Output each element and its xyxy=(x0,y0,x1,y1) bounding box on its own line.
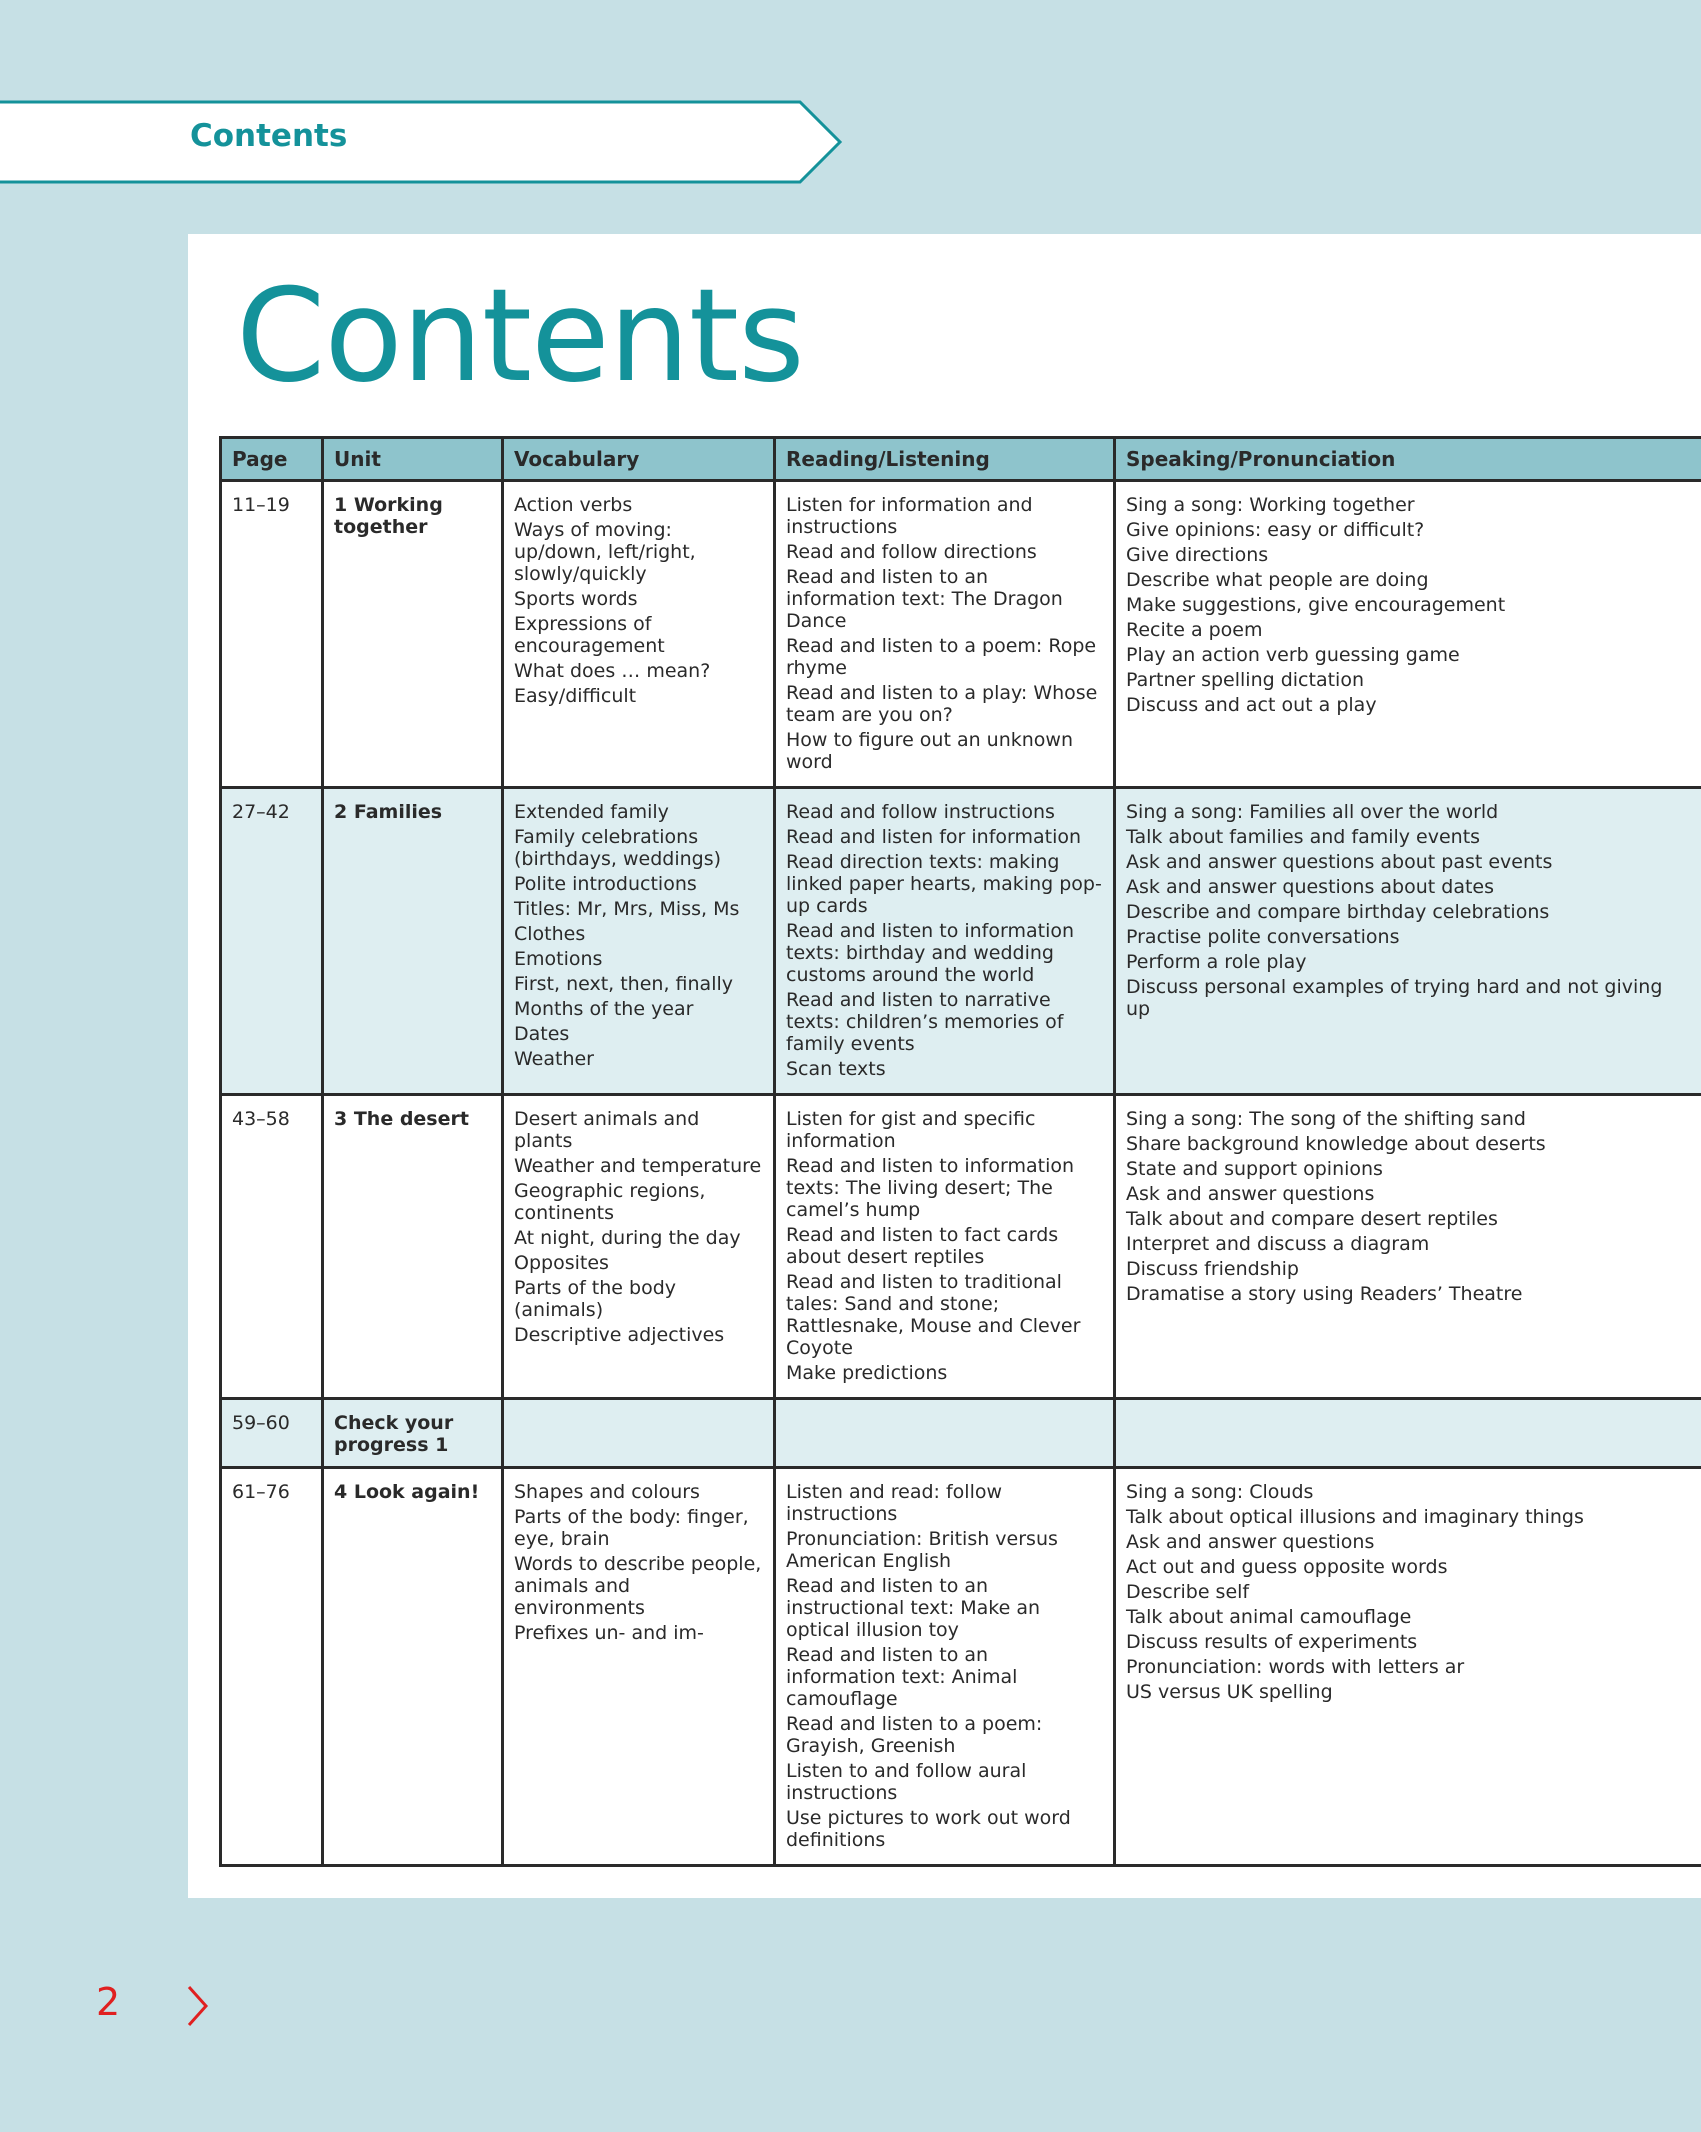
page-number: 2 xyxy=(96,1980,121,2024)
list-item: Sports words xyxy=(514,588,638,610)
speaking-pronunciation-cell xyxy=(1115,1399,1701,1468)
list-item: US versus UK spelling xyxy=(1126,1681,1333,1703)
list-item: Practise polite conversations xyxy=(1126,926,1400,948)
list-item: Prefixes un- and im- xyxy=(514,1622,704,1644)
list-item: Use pictures to work out word definitions xyxy=(786,1807,1071,1851)
list-item: Ask and answer questions xyxy=(1126,1531,1375,1553)
column-header-speaking-pronunciation: Speaking/Pronunciation xyxy=(1115,438,1701,481)
list-item: Listen and read: follow instructions xyxy=(786,1481,1003,1525)
list-item: Emotions xyxy=(514,948,603,970)
reading-listening-cell xyxy=(775,481,1115,788)
list-item: Pronunciation: words with letters ar xyxy=(1126,1656,1465,1678)
section-tab-label: Contents xyxy=(190,118,348,154)
list-item: Give directions xyxy=(1126,544,1269,566)
list-item: Talk about optical illusions and imaginary things xyxy=(1126,1506,1584,1528)
list-item: Clothes xyxy=(514,923,586,945)
list-item: Geographic regions, continents xyxy=(514,1180,706,1224)
list-item: Read and listen to an instructional text: Make an optical illusion toy xyxy=(786,1575,1041,1641)
list-item: Recite a poem xyxy=(1126,619,1263,641)
list-item: Weather xyxy=(514,1048,594,1070)
list-item: Dates xyxy=(514,1023,570,1045)
list-item: What does … mean? xyxy=(514,660,711,682)
list-item: Titles: Mr, Mrs, Miss, Ms xyxy=(514,898,740,920)
list-item: Read and listen to information texts: The living desert; The camel’s hump xyxy=(786,1155,1075,1221)
list-item: Play an action verb guessing game xyxy=(1126,644,1460,666)
table-row xyxy=(221,1399,1701,1468)
list-item: Scan texts xyxy=(786,1058,886,1080)
list-item: Ways of moving: up/down, left/right, slowly/quickly xyxy=(514,519,696,585)
unit-cell: Check your progress 1 xyxy=(323,1399,503,1468)
list-item: Read and follow instructions xyxy=(786,801,1055,823)
list-item: Read and listen to a poem: Rope rhyme xyxy=(786,635,1097,679)
list-item: Ask and answer questions about dates xyxy=(1126,876,1495,898)
list-item: Discuss results of experiments xyxy=(1126,1631,1418,1653)
vocabulary-cell xyxy=(503,1095,775,1399)
list-item: Read and follow directions xyxy=(786,541,1037,563)
list-item: Act out and guess opposite words xyxy=(1126,1556,1448,1578)
reading-listening-cell xyxy=(775,1399,1115,1468)
list-item: Talk about and compare desert reptiles xyxy=(1126,1208,1498,1230)
list-item: Talk about animal camouflage xyxy=(1126,1606,1412,1628)
list-item: Describe self xyxy=(1126,1581,1250,1603)
page-range-cell: 11–19 xyxy=(221,481,323,788)
table-row xyxy=(221,1468,1701,1866)
list-item: Dramatise a story using Readers’ Theatre xyxy=(1126,1283,1523,1305)
list-item: Family celebrations (birthdays, weddings) xyxy=(514,826,722,870)
list-item: Discuss and act out a play xyxy=(1126,694,1377,716)
list-item: Ask and answer questions about past events xyxy=(1126,851,1553,873)
speaking-pronunciation-cell xyxy=(1115,788,1701,1095)
list-item: Pronunciation: British versus American English xyxy=(786,1528,1058,1572)
list-item: Interpret and discuss a diagram xyxy=(1126,1233,1430,1255)
page-range-cell: 27–42 xyxy=(221,788,323,1095)
list-item: Words to describe people, animals and environments xyxy=(514,1553,762,1619)
list-item: Polite introductions xyxy=(514,873,697,895)
list-item: Read and listen for information xyxy=(786,826,1082,848)
list-item: Read and listen to a play: Whose team are you on? xyxy=(786,682,1098,726)
list-item: Extended family xyxy=(514,801,669,823)
list-item: Listen to and follow aural instructions xyxy=(786,1760,1027,1804)
chevron-right-icon[interactable] xyxy=(186,1984,210,2028)
list-item: Sing a song: Clouds xyxy=(1126,1481,1314,1503)
list-item: Read and listen to narrative texts: children’s memories of family events xyxy=(786,989,1064,1055)
table-row xyxy=(221,481,1701,788)
column-header-vocabulary: Vocabulary xyxy=(503,438,775,481)
speaking-pronunciation-cell xyxy=(1115,1095,1701,1399)
list-item: Desert animals and plants xyxy=(514,1108,700,1152)
list-item: Read and listen to fact cards about desert reptiles xyxy=(786,1224,1059,1268)
section-tab-shape xyxy=(0,100,844,184)
list-item: Action verbs xyxy=(514,494,633,516)
list-item: Partner spelling dictation xyxy=(1126,669,1364,691)
list-item: Perform a role play xyxy=(1126,951,1307,973)
unit-cell: 4 Look again! xyxy=(323,1468,503,1866)
list-item: Shapes and colours xyxy=(514,1481,700,1503)
list-item: State and support opinions xyxy=(1126,1158,1383,1180)
column-header-page: Page xyxy=(221,438,323,481)
reading-listening-cell xyxy=(775,1095,1115,1399)
contents-table xyxy=(219,436,1701,1867)
vocabulary-cell xyxy=(503,481,775,788)
list-item: Discuss friendship xyxy=(1126,1258,1299,1280)
list-item: Talk about families and family events xyxy=(1126,826,1481,848)
table-header-row xyxy=(221,438,1701,481)
list-item: Sing a song: The song of the shifting sand xyxy=(1126,1108,1526,1130)
list-item: Parts of the body (animals) xyxy=(514,1277,677,1321)
list-item: Read and listen to a poem: Grayish, Greenish xyxy=(786,1713,1043,1757)
list-item: At night, during the day xyxy=(514,1227,741,1249)
list-item: Ask and answer questions xyxy=(1126,1183,1375,1205)
list-item: Read and listen to an information text: The Dragon Dance xyxy=(786,566,1063,632)
list-item: Share background knowledge about deserts xyxy=(1126,1133,1546,1155)
column-header-reading-listening: Reading/Listening xyxy=(775,438,1115,481)
speaking-pronunciation-cell xyxy=(1115,1468,1701,1866)
vocabulary-cell xyxy=(503,1399,775,1468)
list-item: Descriptive adjectives xyxy=(514,1324,725,1346)
list-item: Parts of the body: finger, eye, brain xyxy=(514,1506,749,1550)
list-item: Describe what people are doing xyxy=(1126,569,1429,591)
list-item: How to figure out an unknown word xyxy=(786,729,1074,773)
list-item: Listen for gist and specific information xyxy=(786,1108,1036,1152)
column-header-unit: Unit xyxy=(323,438,503,481)
list-item: Easy/difficult xyxy=(514,685,637,707)
list-item: Read and listen to information texts: birthday and wedding customs around the world xyxy=(786,920,1075,986)
list-item: Listen for information and instructions xyxy=(786,494,1033,538)
list-item: Sing a song: Families all over the world xyxy=(1126,801,1499,823)
list-item: Months of the year xyxy=(514,998,694,1020)
table-row xyxy=(221,788,1701,1095)
list-item: Read and listen to traditional tales: Sand and stone; Rattlesnake, Mouse and Clever Coyote xyxy=(786,1271,1081,1359)
unit-cell: 3 The desert xyxy=(323,1095,503,1399)
content-panel xyxy=(188,234,1701,1898)
list-item: Weather and temperature xyxy=(514,1155,762,1177)
section-tab[interactable] xyxy=(0,100,844,184)
unit-cell: 1 Working together xyxy=(323,481,503,788)
list-item: Describe and compare birthday celebrations xyxy=(1126,901,1550,923)
page-range-cell: 59–60 xyxy=(221,1399,323,1468)
unit-cell: 2 Families xyxy=(323,788,503,1095)
list-item: Give opinions: easy or difficult? xyxy=(1126,519,1425,541)
list-item: Read direction texts: making linked paper hearts, making pop-up cards xyxy=(786,851,1102,917)
vocabulary-cell xyxy=(503,788,775,1095)
list-item: First, next, then, finally xyxy=(514,973,733,995)
table-row xyxy=(221,1095,1701,1399)
reading-listening-cell xyxy=(775,788,1115,1095)
reading-listening-cell xyxy=(775,1468,1115,1866)
list-item: Make predictions xyxy=(786,1362,948,1384)
list-item: Expressions of encouragement xyxy=(514,613,665,657)
list-item: Read and listen to an information text: Animal camouflage xyxy=(786,1644,1018,1710)
vocabulary-cell xyxy=(503,1468,775,1866)
list-item: Make suggestions, give encouragement xyxy=(1126,594,1506,616)
page-title: Contents xyxy=(236,262,804,411)
page-range-cell: 61–76 xyxy=(221,1468,323,1866)
list-item: Discuss personal examples of trying hard and not giving up xyxy=(1126,976,1663,1020)
list-item: Sing a song: Working together xyxy=(1126,494,1415,516)
list-item: Opposites xyxy=(514,1252,609,1274)
speaking-pronunciation-cell xyxy=(1115,481,1701,788)
page-range-cell: 43–58 xyxy=(221,1095,323,1399)
